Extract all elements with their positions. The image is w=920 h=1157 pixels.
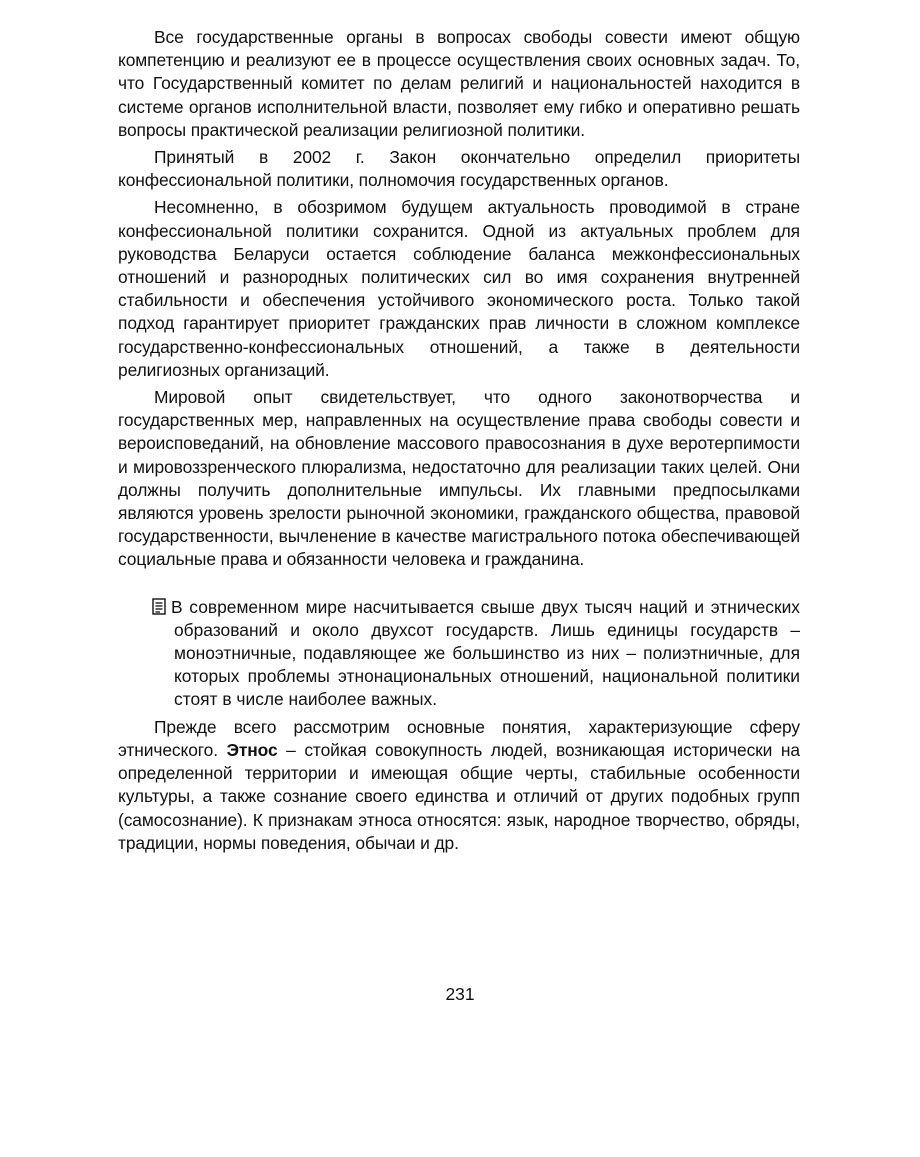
note-block xyxy=(152,596,800,712)
term-ethnos: Этнос xyxy=(226,739,278,760)
paragraph-ethnos-definition xyxy=(118,716,800,855)
paragraph-state-bodies: Все государственные органы в вопросах свободы совести имеют общую компетенцию и реализуют ее в процессе осуществления своих основных задач. То, что Государственный комитет по делам религий и национальностей находится в системе органов исполнительной власти, позволяет ему гибко и оперативно решать вопросы практической реализации религиозной политики. xyxy=(118,27,800,140)
paragraph-world-experience: Мировой опыт свидетельствует, что одного законотворчества и государственных мер, направленных на осуществление права свободы совести и вероисповеданий, на обновление массового правосознания в духе веротерпимости и мировоззренческого плюрализма, недостаточно для реализации таких целей. Они должны получить дополнительные импульсы. Их главными предпосылками являются уровень зрелости рыночной экономики, гражданского общества, правовой государственности, вычленение в качестве магистрального потока обеспечивающей социальные права и обязанности человека и гражданина. xyxy=(118,387,800,570)
paragraph-confessional-policy: Несомненно, в обозримом будущем актуальность проводимой в стране конфессиональной политики сохранится. Одной из актуальных проблем для руководства Беларуси остается соблюдение баланса межконфессиональных отношений и разнородных политических сил во имя сохранения внутренней стабильности и обеспечения устойчивого экономического роста. Только такой подход гарантирует приоритет гражданских прав личности в сложном комплексе государственно-конфессиональных отношений, а также в деятельности религиозных организаций. xyxy=(118,197,800,380)
ethnos-intro-text: Прежде всего рассмотрим основные понятия, характеризующие сферу этнического. xyxy=(118,716,800,760)
page-number: 231 xyxy=(445,984,475,1004)
paragraph-law-2002: Принятый в 2002 г. Закон окончательно определил приоритеты конфессиональной политики, полномочия государственных органов. xyxy=(118,147,800,191)
document-icon xyxy=(152,598,167,615)
note-text: В современном мире насчитывается свыше двух тысяч наций и этнических образований и около двухсот государств. Лишь единицы государств – моноэтничные, подавляющее же большинство из них – полиэтничные, для которых проблемы этнонациональных отношений, национальной политики стоят в числе наиболее важных. xyxy=(171,596,800,710)
ethnos-definition-text: – стойкая совокупность людей, возникающая исторически на определенной территории и имеющая общие черты, стабильные особенности культуры, а также сознание своего единства и отличий от других подобных групп (самосознание). К признакам этноса относятся: язык, народное творчество, обряды, традиции, нормы поведения, обычаи и др. xyxy=(118,739,800,853)
page-content xyxy=(118,26,800,855)
